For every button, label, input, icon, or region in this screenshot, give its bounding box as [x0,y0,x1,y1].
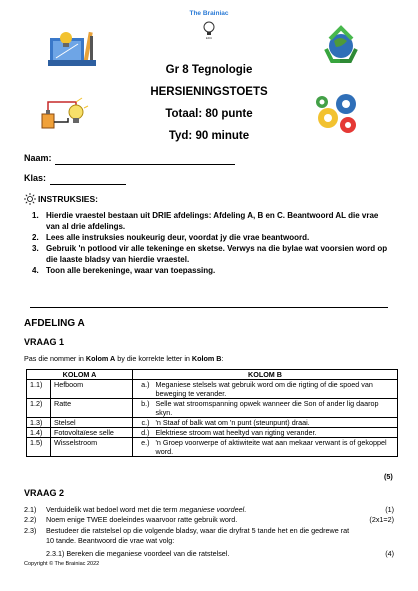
question-1-title: VRAAG 1 [24,337,65,347]
total-marks: Totaal: 80 punte [165,108,253,120]
question-2-1: 2.1) Verduidelik wat bedoel word met die term meganiese voordeel. (1) [24,505,394,514]
table-row: 1.1) Hefboom a.) Meganiese stelsels wat gebruik word om die rigting of die spoed van beweging te verander. [27,380,398,399]
table-row: 1.3) Stelsel c.) 'n Staaf of balk wat om 'n punt (steunpunt) draai. [27,418,398,428]
name-field[interactable] [55,155,235,165]
instructions-title: INSTRUKSIES: [38,194,98,204]
time-allowed: Tyd: 90 minute [168,130,250,142]
instruction-item: 3. Gebruik 'n potlood vir alle tekeninge en sketse. Verwys na die bylae wat voorsien word op die laaste bladsy van hierdie vraestel. [32,244,388,264]
name-label: Naam: [24,153,52,163]
svg-text:EDU: EDU [205,36,213,40]
question-1-marks: (5) [384,472,393,481]
question-2-2: 2.2) Noem enige TWEE doeleindes waarvoor ratte gebruik word. (2x1=2) [24,515,394,524]
table-row: 1.5) Wisselstroom e.) 'n Groep voorwerpe of aktiwiteite wat aan mekaar verwant is of gekoppel word. [27,438,398,457]
brand-lightbulb-icon [201,20,217,40]
table-row: 1.4) Fotovoltaïese selle d.) Elektriese stroom wat heeltyd van rigting verander. [27,428,398,438]
table-header-row [27,370,398,380]
column-b-header: KOLOM B [133,370,398,380]
question-2-3-1: 2.3.1) Bereken die meganiese voordeel van die ratstelsel. (4) [46,549,394,558]
sun-icon [24,192,36,204]
question-1-instruction: Pas die nommer in Kolom A by die korrekte letter in Kolom B: [24,354,224,363]
instruction-item: 1. Hierdie vraestel bestaan uit DRIE afdelings: Afdeling A, B en C. Beantwoord AL die vrae van al drie afdelings. [32,211,379,231]
recycle-globe-icon [320,25,362,67]
brand-name: The Brainiac [189,10,229,17]
test-title: HERSIENINGSTOETS [150,86,268,98]
class-label: Klas: [24,173,47,183]
grade-subject: Gr 8 Tegnologie [165,64,253,76]
matching-table [26,369,398,457]
question-2-title: VRAAG 2 [24,488,65,498]
question-2-3: 2.3) Bestudeer die ratstelsel op die volgende bladsy, waar die dryfrat 5 tande het en die gedrewe rat 10 tande. Beantwoord die vrae wat volg: [24,526,350,545]
table-row: 1.2) Ratte b.) Selle wat stroomspanning opwek wanneer die Son of ander lig daarop skyn. [27,399,398,418]
column-a-header: KOLOM A [27,370,133,380]
divider [30,307,388,308]
copyright: Copyright © The Brainiac 2022 [24,561,100,567]
section-title: AFDELING A [24,318,85,329]
instructions-list [32,210,394,276]
instruction-item: 2. Lees alle instruksies noukeurig deur, voordat jy die vrae beantwoord. [32,233,310,242]
blueprint-tools-icon [48,30,98,68]
class-field[interactable] [50,175,126,185]
instruction-item: 4. Toon alle berekeninge, waar van toepassing. [32,266,216,275]
